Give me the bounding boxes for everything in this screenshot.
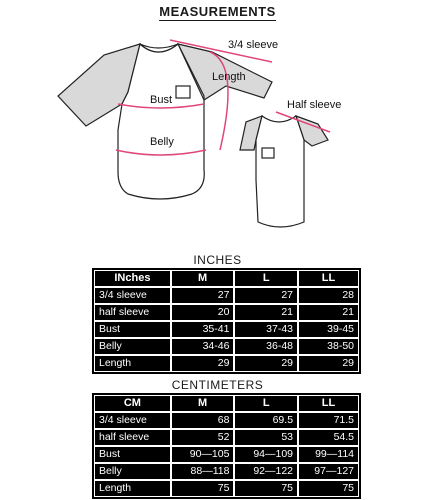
cell-l: 94—109 (234, 446, 298, 463)
table-row (94, 429, 359, 446)
cell-ll: 28 (298, 287, 359, 304)
cell-l: 29 (234, 355, 298, 372)
table-row (94, 412, 359, 429)
table-row (94, 338, 359, 355)
column-header: LL (298, 395, 359, 412)
raglan-shirt-drawing (58, 44, 272, 199)
measurements-title: MEASUREMENTS (159, 4, 276, 19)
table-header-row (94, 270, 359, 287)
cell-ll: 29 (298, 355, 359, 372)
row-label: half sleeve (94, 429, 171, 446)
centimeters-title: CENTIMETERS (171, 378, 264, 392)
cell-m: 90—105 (171, 446, 235, 463)
cell-l: 92—122 (234, 463, 298, 480)
cell-ll: 38-50 (298, 338, 359, 355)
cell-l: 75 (234, 480, 298, 497)
cell-l: 37-43 (234, 321, 298, 338)
label-belly: Belly (150, 136, 174, 148)
cell-m: 29 (171, 355, 235, 372)
row-label: Bust (94, 446, 171, 463)
row-label: Bust (94, 321, 171, 338)
table-row (94, 287, 359, 304)
cell-m: 34-46 (171, 338, 235, 355)
column-header: INches (94, 270, 171, 287)
cell-m: 52 (171, 429, 235, 446)
cell-l: 21 (234, 304, 298, 321)
table-row (94, 480, 359, 497)
label-three-quarter-sleeve: 3/4 sleeve (228, 39, 279, 51)
cell-l: 27 (234, 287, 298, 304)
cell-m: 68 (171, 412, 235, 429)
cell-m: 27 (171, 287, 235, 304)
row-label: Belly (94, 463, 171, 480)
cell-m: 20 (171, 304, 235, 321)
row-label: Length (94, 480, 171, 497)
half-sleeve-shirt-drawing (240, 116, 328, 227)
table-row (94, 446, 359, 463)
table-row (94, 355, 359, 372)
cell-ll: 99—114 (298, 446, 359, 463)
cell-ll: 75 (298, 480, 359, 497)
cell-m: 35-41 (171, 321, 235, 338)
table-row (94, 304, 359, 321)
column-header: L (234, 395, 298, 412)
cell-ll: 21 (298, 304, 359, 321)
cell-ll: 39-45 (298, 321, 359, 338)
label-bust: Bust (150, 94, 173, 106)
row-label: Belly (94, 338, 171, 355)
row-label: Length (94, 355, 171, 372)
cell-ll: 54.5 (298, 429, 359, 446)
table-header-row (94, 395, 359, 412)
label-length: Length (212, 71, 246, 83)
label-half-sleeve: Half sleeve (287, 99, 342, 111)
table-row (94, 321, 359, 338)
column-header: M (171, 395, 235, 412)
cell-l: 36-48 (234, 338, 298, 355)
inches-table (92, 268, 361, 374)
column-header: M (171, 270, 235, 287)
column-header: LL (298, 270, 359, 287)
column-header: L (234, 270, 298, 287)
cell-ll: 71.5 (298, 412, 359, 429)
row-label: 3/4 sleeve (94, 412, 171, 429)
table-row (94, 463, 359, 480)
centimeters-table (92, 393, 361, 499)
row-label: half sleeve (94, 304, 171, 321)
row-label: 3/4 sleeve (94, 287, 171, 304)
cell-l: 69.5 (234, 412, 298, 429)
column-header: CM (94, 395, 171, 412)
inches-title: INCHES (193, 253, 242, 267)
cell-m: 75 (171, 480, 235, 497)
cell-m: 88—118 (171, 463, 235, 480)
cell-ll: 97—127 (298, 463, 359, 480)
cell-l: 53 (234, 429, 298, 446)
